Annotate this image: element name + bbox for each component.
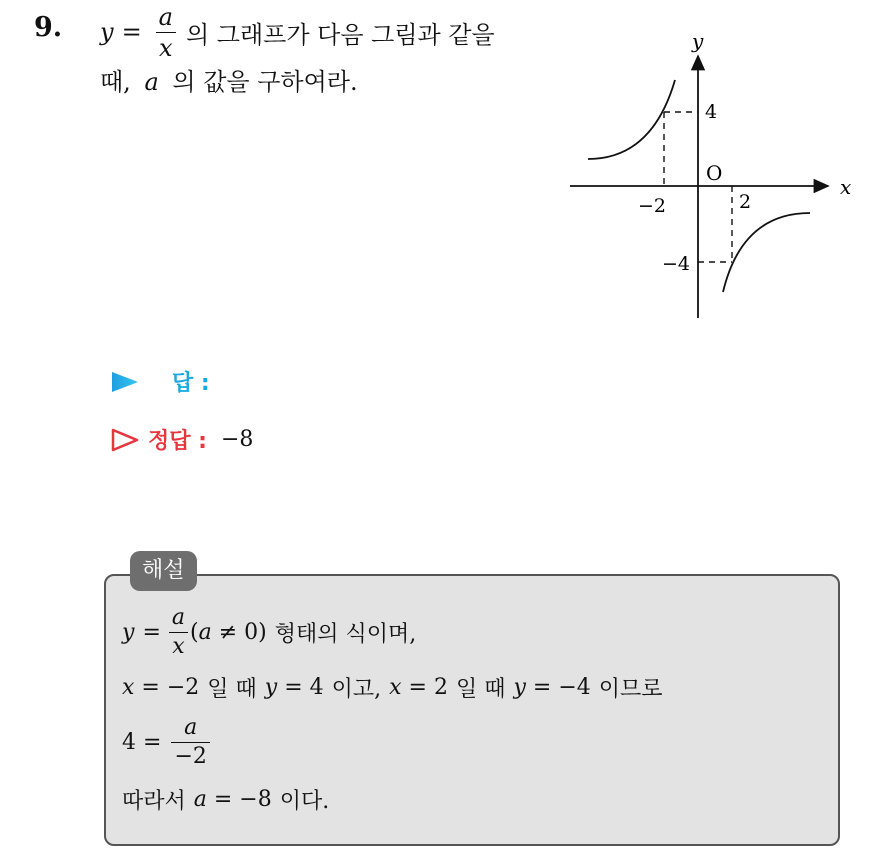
s2-t1: 일 때	[207, 677, 257, 702]
axis-label-x: x	[840, 175, 852, 199]
problem-text-2b: 의 값을 구하여라.	[172, 68, 358, 96]
play-arrow-outline-icon	[110, 427, 140, 453]
play-arrow-filled-icon	[110, 370, 140, 394]
fraction-a-over-x	[156, 2, 176, 62]
problem-text-2a: 때,	[100, 68, 131, 96]
solution-line-4	[122, 784, 329, 815]
answer-label: 답 :	[172, 371, 210, 396]
solution-line-3	[122, 712, 216, 772]
s1-y: y	[122, 619, 135, 645]
problem-line-1	[100, 4, 495, 60]
s4-v: = −8	[206, 787, 272, 812]
var-a: a	[144, 68, 159, 96]
s2-t3: 일 때	[455, 677, 506, 702]
s2-y1: y	[264, 675, 278, 700]
origin-label: O	[706, 161, 723, 185]
curve-left	[588, 80, 675, 159]
curve-right	[723, 213, 810, 292]
s2-x2: x	[389, 675, 402, 700]
s1-paren-open: (	[190, 619, 199, 645]
s4-t2: 이다.	[279, 789, 330, 814]
s3-lhs: 4 =	[122, 729, 162, 755]
eq-sign: =	[121, 18, 142, 46]
problem-line-2	[100, 62, 358, 97]
problem-number: 9.	[34, 12, 63, 43]
frac-denominator: x	[156, 32, 176, 60]
correct-answer-value: −8	[220, 427, 254, 452]
s2-v3: = 2	[401, 675, 448, 700]
tick-label-neg4: −4	[662, 253, 691, 275]
s3-frac-num: a	[184, 714, 198, 740]
s4-a: a	[193, 787, 207, 812]
solution-line-1	[122, 602, 416, 662]
s3-frac-den: −2	[171, 742, 209, 768]
s1-fraction	[169, 604, 188, 659]
tick-label-2: 2	[739, 191, 752, 213]
s1-eq: =	[142, 619, 161, 645]
s1-a: a	[198, 619, 212, 645]
s3-fraction	[171, 714, 209, 769]
s2-t4: 이므로	[598, 677, 663, 702]
axis-label-y: y	[692, 29, 704, 53]
eq-lhs: y	[100, 18, 114, 46]
s1-text: 형태의 식이며,	[274, 621, 417, 647]
answer-row	[110, 366, 210, 397]
correct-answer-row	[110, 424, 253, 455]
s2-t2: 이고,	[331, 677, 382, 702]
s4-t1: 따라서	[122, 789, 186, 814]
solution-line-2	[122, 672, 663, 703]
hyperbola-graph	[560, 22, 860, 322]
problem-text-1: 의 그래프가 다음 그림과 같을	[185, 20, 495, 49]
s1-frac-den: x	[169, 632, 187, 658]
s2-v2: = 4	[277, 675, 324, 700]
s2-x1: x	[122, 675, 135, 700]
frac-numerator: a	[158, 2, 173, 31]
s1-neq: ≠ 0)	[211, 619, 267, 645]
s1-frac-num: a	[171, 604, 185, 630]
correct-answer-label: 정답 :	[148, 429, 207, 454]
tick-label-neg2: −2	[638, 195, 667, 217]
solution-tag: 해설	[130, 551, 197, 591]
s2-v1: = −2	[134, 675, 200, 700]
s2-y2: y	[513, 675, 526, 700]
s2-v4: = −4	[525, 675, 591, 700]
tick-label-4: 4	[705, 101, 718, 123]
